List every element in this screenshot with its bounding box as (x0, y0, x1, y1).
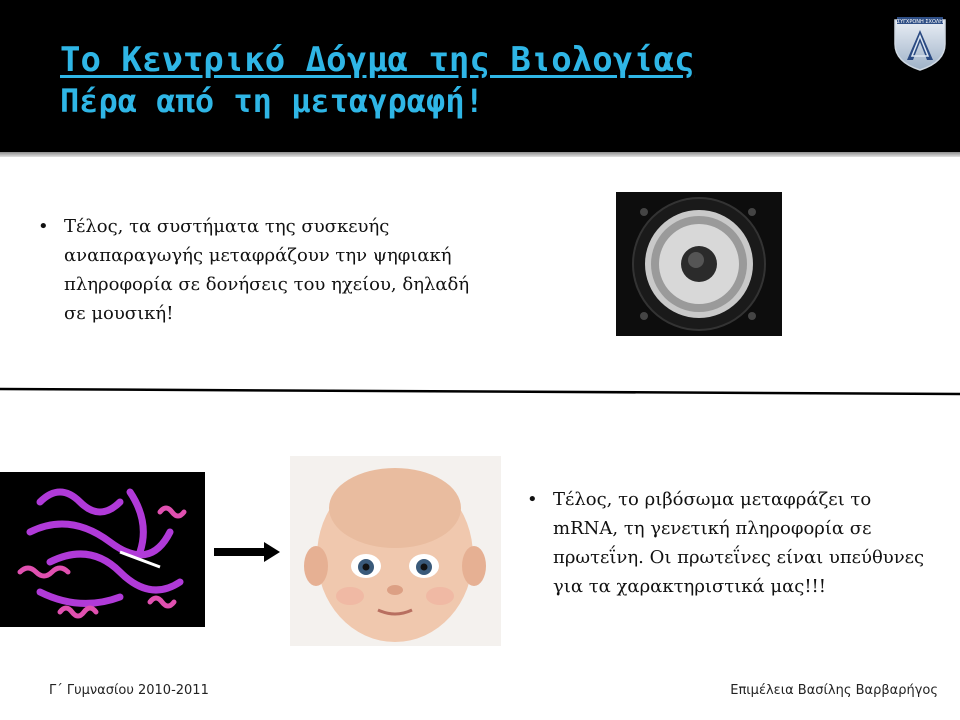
footer-class-year: Γ΄ Γυμνασίου 2010-2011 (49, 683, 209, 698)
header-divider (0, 152, 960, 157)
speaker-image (616, 192, 782, 336)
bullet-text: Τέλος, το ριβόσωμα μεταφράζει το mRNA, τη γενετική πληροφορία σε πρωτεΐνη. Οι πρωτεΐνες είναι υπεύθυνες για τα χαρακτηριστικά μας!!! (553, 489, 925, 597)
footer-author: Επιμέλεια Βασίλης Βαρβαρήγος (730, 683, 938, 698)
slide-header (0, 0, 960, 152)
bullet-dot: • (527, 489, 538, 510)
protein-structure-image (0, 472, 205, 627)
section-divider (0, 376, 960, 396)
bullet-speaker (38, 212, 484, 328)
school-logo (893, 14, 947, 72)
arrow-right-icon (212, 540, 282, 564)
bullet-text: Τέλος, τα συστήματα της συσκευής αναπαραγωγής μεταφράζουν την ψηφιακή πληροφορία σε δονήσεις του ηχείου, δηλαδή σε μουσική! (64, 216, 470, 324)
baby-image (290, 456, 501, 646)
slide-subtitle: Πέρα από τη μεταγραφή! (60, 82, 484, 120)
slide-title: Το Κεντρικό Δόγμα της Βιολογίας (60, 40, 695, 80)
bullet-ribosome (527, 485, 933, 601)
logo-text: ΣΥΓΧΡΟΝΗ ΣΧΟΛΗ (896, 19, 944, 25)
bullet-dot: • (38, 216, 49, 237)
